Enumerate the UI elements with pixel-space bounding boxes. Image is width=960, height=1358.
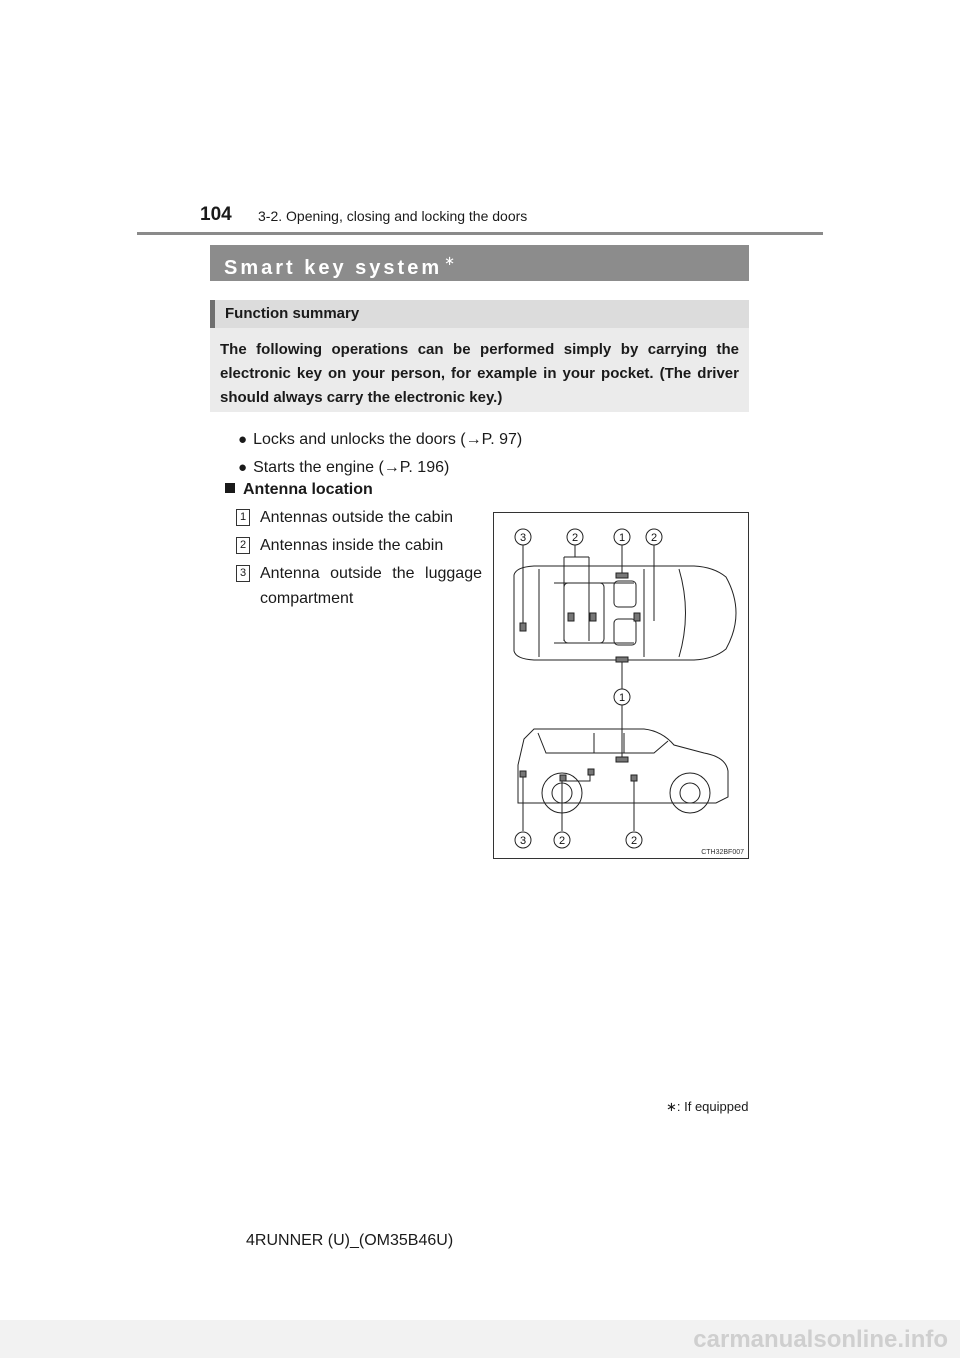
header-rule — [137, 232, 823, 235]
front-wheel — [670, 773, 710, 813]
watermark: carmanualsonline.info — [0, 1320, 960, 1358]
section-label: 3-2. Opening, closing and locking the doors — [258, 208, 528, 224]
bullet-item — [238, 431, 522, 449]
legend-number: 2 — [236, 536, 250, 554]
antenna-marker — [616, 573, 628, 578]
antenna-marker — [560, 775, 566, 781]
legend-label: Antennas outside the cabin — [260, 509, 454, 526]
page-number: 104 — [200, 204, 232, 225]
legend-label: Antennas inside the cabin — [260, 537, 444, 554]
legend-label: Antenna outside the luggage compartment — [260, 565, 482, 607]
model-code: 4RUNNER (U)_(OM35B46U) — [246, 1232, 454, 1249]
callout-number: 3 — [519, 532, 527, 544]
page-title-text: Smart key system — [224, 257, 443, 279]
callout-number: 1 — [618, 692, 626, 704]
square-bullet-icon — [225, 483, 235, 493]
car-side-outline — [518, 729, 728, 803]
antenna-marker — [568, 613, 574, 621]
antenna-marker — [588, 769, 594, 775]
vehicle-diagram — [494, 513, 748, 858]
car-top-outline — [514, 566, 736, 660]
callout-number: 3 — [519, 835, 527, 847]
antenna-marker — [520, 623, 526, 631]
function-summary-heading: Function summary — [210, 300, 749, 328]
if-equipped-marker: ∗ — [444, 253, 456, 268]
figure-code: CTH32BF007 — [701, 849, 744, 856]
antenna-marker — [631, 775, 637, 781]
callout-number: 2 — [650, 532, 658, 544]
bullet-text: Starts the engine (→P. 196) — [253, 459, 450, 476]
antenna-marker — [616, 657, 628, 662]
callout-number: 2 — [571, 532, 579, 544]
callout-number: 1 — [618, 532, 626, 544]
antenna-location-heading — [225, 481, 373, 499]
function-summary-text: The following operations can be performed simply by carrying the electronic key on your person, for example in your pocket. (The driver should always carry the electronic key.) — [220, 341, 739, 406]
legend-number: 3 — [236, 564, 250, 582]
footnote: ∗: If equipped — [666, 1099, 749, 1114]
legend-number: 1 — [236, 508, 250, 526]
callout-number: 2 — [630, 835, 638, 847]
bullet-item — [238, 459, 449, 477]
antenna-marker — [520, 771, 526, 777]
antenna-marker — [616, 757, 628, 762]
bullet-text: Locks and unlocks the doors (→P. 97) — [253, 431, 523, 448]
antenna-heading-text: Antenna location — [243, 481, 373, 498]
function-summary-box — [210, 328, 749, 412]
antenna-marker — [590, 613, 596, 621]
page-title — [210, 245, 749, 281]
antenna-location-figure — [493, 512, 749, 859]
bullet-dot-icon: ● — [238, 459, 248, 476]
bullet-dot-icon: ● — [238, 431, 248, 448]
callout-number: 2 — [558, 835, 566, 847]
antenna-marker — [634, 613, 640, 621]
